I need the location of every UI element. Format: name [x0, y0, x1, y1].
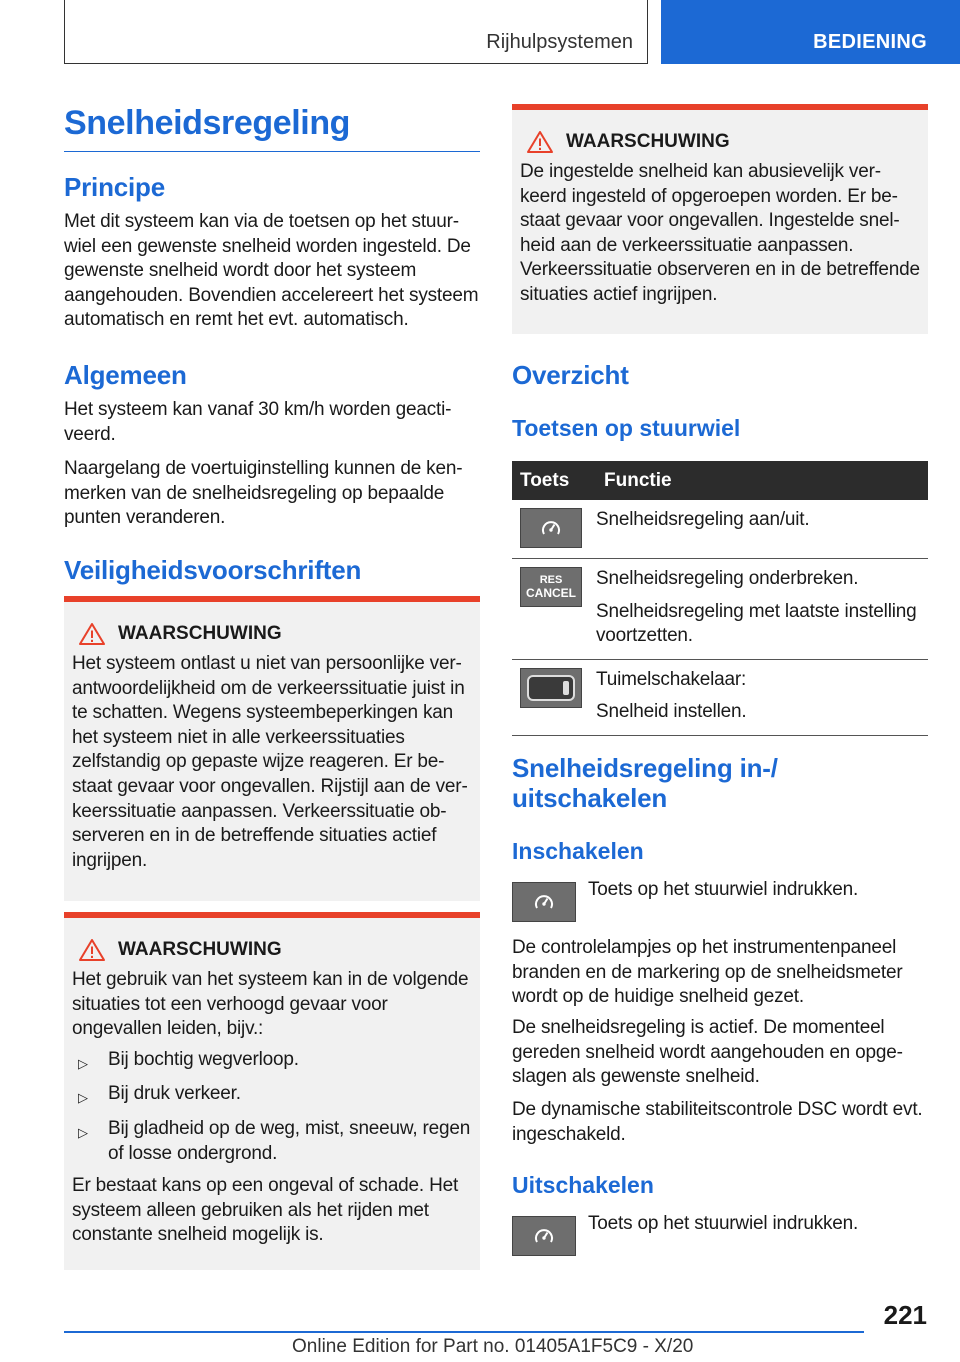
heading-principe: Principe — [64, 172, 165, 202]
bullet-triangle-icon: ▷ — [78, 1090, 88, 1106]
table-header-key: Toets — [512, 461, 596, 500]
res-cancel-icon — [520, 567, 582, 607]
bullet-triangle-icon: ▷ — [78, 1124, 88, 1140]
inschakelen-text-1: De controlelampjes op het instrumentenpaneel branden en de markering op de snelheidsmeter wordt op de huidige snelheid gezet. — [512, 937, 903, 1008]
heading-overzicht: Overzicht — [512, 360, 629, 390]
algemeen-text-1: Het systeem kan vanaf 30 km/h worden geactiveerd. — [64, 399, 452, 445]
footer-divider — [64, 1331, 864, 1333]
header-section-label: Rijhulpsystemen — [486, 31, 633, 53]
warning-triangle-icon — [78, 938, 106, 962]
warning-triangle-icon — [526, 130, 554, 154]
warning-box-2 — [64, 912, 480, 1270]
warning-title: WAARSCHUWING — [118, 623, 282, 644]
table-cell-function — [596, 659, 928, 735]
function-line: Snelheidsregeling met laatste instelling voortzetten. — [596, 600, 917, 647]
header-chapter-label: BEDIENING — [813, 31, 927, 53]
inschakelen-text-2: De snelheidsregeling is actief. De momenteel gereden snelheid wordt aangehouden en opgeslagen als gewenste snelheid. — [512, 1017, 903, 1088]
warning-triangle-icon — [78, 622, 106, 646]
warning-text: De ingestelde snelheid kan abusievelijk verkeerd ingesteld of opgeroepen worden. Er bestaat gevaar voor ongevallen. Ingestelde snelheid aan de verkeerssituatie aanpassen. Verkeerssituatie observeren en in de betreffende situaties actief ingrijpen. — [520, 161, 920, 305]
icon-text: CANCEL — [526, 586, 576, 600]
heading-inschakelen: Inschakelen — [512, 838, 644, 864]
function-line: Snelheidsregeling onderbreken. — [596, 568, 859, 589]
table-cell-function — [596, 559, 928, 660]
page-title: Snelheidsregeling — [64, 104, 480, 152]
list-item-text: Bij gladheid op de weg, mist, sneeuw, regen of losse ondergrond. — [108, 1117, 471, 1164]
list-item — [78, 1048, 472, 1077]
function-line: Tuimelschakelaar: — [596, 668, 747, 690]
uitschakelen-button-text: Toets op het stuurwiel indrukken. — [588, 1213, 859, 1234]
header-section-tab — [64, 0, 648, 64]
heading-algemeen: Algemeen — [64, 360, 187, 390]
heading-toetsen: Toetsen op stuurwiel — [512, 415, 741, 441]
function-line: Snelheidsregeling aan/uit. — [596, 509, 810, 530]
cruise-control-icon — [512, 882, 576, 922]
heading-uitschakelen: Uitschakelen — [512, 1172, 654, 1198]
list-item-text: Bij bochtig wegverloop. — [108, 1048, 299, 1070]
heading-veiligheid: Veiligheidsvoorschriften — [64, 555, 362, 585]
bullet-triangle-icon: ▷ — [78, 1055, 88, 1071]
list-item-text: Bij druk verkeer. — [108, 1083, 241, 1105]
rocker-switch-icon — [520, 668, 582, 708]
warning-box-3 — [512, 104, 928, 334]
principe-text: Met dit systeem kan via de toetsen op het stuurwiel een gewenste snelheid worden ingesteld. De gewenste snelheid wordt door het systeem aangehouden. Bovendien accelereert het systeem automatisch en remt het evt. automatisch. — [64, 211, 479, 331]
header-chapter-tab — [661, 0, 960, 64]
table-header-function: Functie — [596, 461, 928, 500]
heading-in-uitschakelen: Snelheidsregeling in-/ uitschakelen — [512, 753, 778, 813]
table-row — [512, 559, 928, 660]
edition-text: Online Edition for Part no. 01405A1F5C9 - X/20 — [292, 1336, 694, 1357]
table-row — [512, 500, 928, 559]
algemeen-text-2: Naargelang de voertuiginstelling kunnen de kenmerken van de snelheidsregeling op bepaalde punten veranderen. — [64, 458, 463, 529]
inschakelen-button-text: Toets op het stuurwiel indrukken. — [588, 879, 859, 900]
cruise-control-icon — [512, 1216, 576, 1256]
warning-text: Het systeem ontlast u niet van persoonlijke verantwoordelijkheid om de verkeerssituatie juist in te schatten. Wegens systeembeperkingen kan het systeem niet in alle verkeerssituaties zelfstandig op gepaste wijze reageren. Er bestaat gevaar voor ongevallen. Rijstijl aan de verkeerssituatie aanpassen. Verkeerssituatie observeren en in de betreffende situaties actief ingrijpen. — [72, 653, 468, 871]
warning-box-1 — [64, 596, 480, 901]
table-header-row — [512, 461, 928, 500]
function-line: Snelheid instellen. — [596, 701, 747, 723]
page-number: 221 — [883, 1300, 927, 1330]
inschakelen-text-3: De dynamische stabiliteitscontrole DSC wordt evt. ingeschakeld. — [512, 1099, 923, 1145]
list-item — [78, 1082, 472, 1111]
warning-intro: Het gebruik van het systeem kan in de volgende situaties tot een verhoogd gevaar voor ongevallen leiden, bijv.: — [72, 969, 469, 1040]
buttons-table — [512, 461, 928, 736]
warning-title: WAARSCHUWING — [118, 939, 282, 960]
icon-text: RES — [539, 574, 563, 586]
list-item — [78, 1117, 472, 1166]
warning-title: WAARSCHUWING — [566, 131, 730, 152]
table-row — [512, 659, 928, 735]
table-cell-function — [596, 500, 928, 559]
cruise-control-icon — [520, 508, 582, 548]
warning-outro: Er bestaat kans op een ongeval of schade. Het systeem alleen gebruiken als het rijden met constante snelheid mogelijk is. — [72, 1175, 459, 1246]
